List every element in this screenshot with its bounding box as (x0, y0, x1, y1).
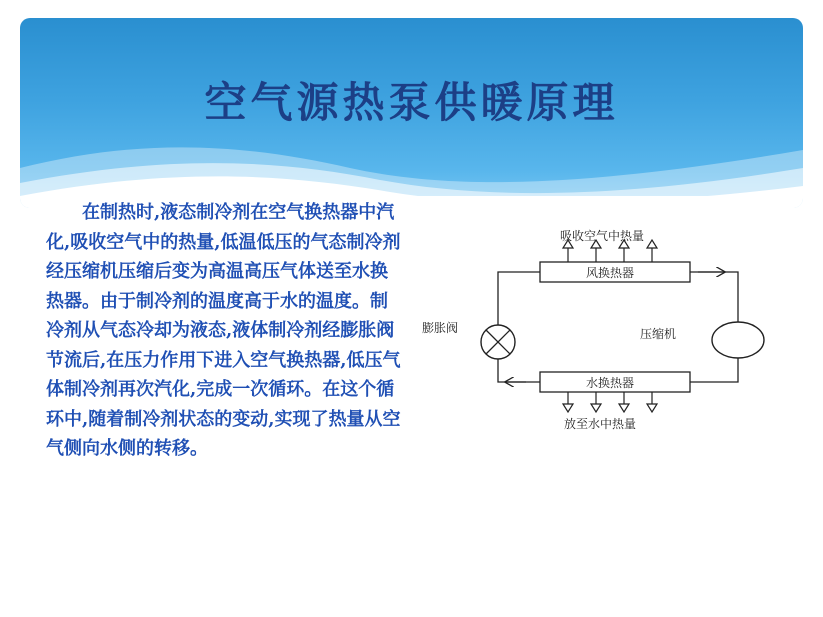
slide-title: 空气源热泵供暖原理 (204, 78, 619, 127)
top-heat-label: 吸收空气中热量 (560, 229, 645, 243)
body-paragraph: 在制热时,液态制冷剂在空气换热器中汽化,吸收空气中的热量,低温低压的气态制冷剂经压缩机压缩后变为高温高压气体送至水换热器。由于制冷剂的温度高于水的温度。制冷剂从气态冷却为液态,液体制冷剂经膨胀阀节流后,在压力作用下进入空气换热器,低压气体制冷剂再次汽化,完成一次循环。在这个循环中,随着制冷剂状态的变动,实现了热量从空气侧向水侧的转移。 (46, 202, 401, 459)
bottom-heat-label: 放至水中热量 (564, 417, 637, 431)
release-heat-arrows (563, 392, 657, 412)
expansion-valve-label: 膨胀阀 (422, 321, 459, 335)
air-exchanger-label: 风换热器 (586, 266, 635, 280)
compressor-label: 压缩机 (640, 327, 677, 341)
refrigerant-pipes (498, 272, 738, 382)
compressor-symbol (712, 322, 764, 358)
heat-pump-cycle-diagram (406, 196, 794, 446)
expansion-valve-symbol (481, 325, 515, 359)
water-exchanger-label: 水换热器 (586, 376, 635, 390)
absorb-heat-arrows (563, 240, 657, 262)
